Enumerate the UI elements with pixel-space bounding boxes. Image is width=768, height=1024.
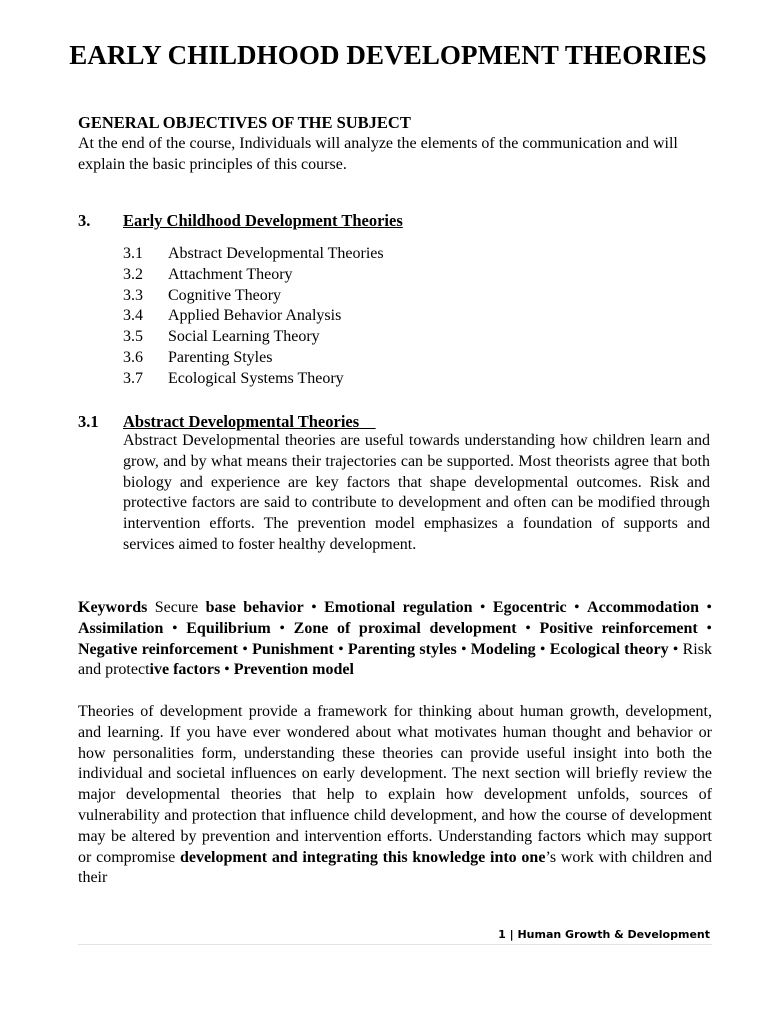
objectives-text: At the end of the course, Individuals will analyze the elements of the communication and will explain the basic principles of this course.	[78, 135, 678, 173]
objectives-block	[78, 112, 718, 175]
section-3-1-title: Abstract Developmental Theories	[123, 412, 360, 431]
toc-item-number: 3.1	[123, 245, 143, 262]
keyword-term: Parenting styles	[347, 640, 457, 658]
page-footer: 1 | Human Growth & Development	[498, 928, 710, 941]
keyword-term: Negative reinforcement	[78, 640, 239, 658]
toc-item-label: Attachment Theory	[168, 265, 293, 283]
section-3-1-paragraph: Abstract Developmental theories are useful towards understanding how children learn and grow, and by what means their trajectories can be supported. Most theorists agree that both biology and experience are key factors that shape developmental outcomes. Risk and protective factors are said to contribute to development and often can be modified through intervention efforts. The prevention model emphasizes a foundation of supports and services aimed to foster healthy development.	[123, 432, 710, 553]
keyword-prevention: Prevention model	[233, 661, 354, 679]
keyword-separator: •	[456, 640, 471, 658]
toc-item-number: 3.5	[123, 328, 143, 346]
keywords-label: Keywords	[78, 599, 148, 616]
keyword-term: Emotional regulation	[324, 599, 473, 616]
keyword-separator: •	[516, 619, 540, 637]
toc-item-number: 3.7	[123, 369, 143, 387]
section-3-contents	[123, 244, 384, 390]
toc-item-label: Parenting Styles	[168, 348, 273, 366]
keyword-separator: •	[566, 599, 588, 616]
section-3-title: Early Childhood Development Theories	[123, 211, 403, 230]
objectives-heading: GENERAL OBJECTIVES OF THE SUBJECT	[78, 113, 411, 132]
toc-item	[123, 244, 384, 265]
toc-item	[123, 306, 384, 327]
keyword-term: Equilibrium	[186, 619, 271, 637]
footer-divider	[78, 944, 712, 945]
keyword-term: Accommodation	[587, 599, 699, 616]
keywords-paragraph	[78, 598, 712, 681]
toc-item	[123, 348, 384, 369]
keyword-separator: •	[303, 599, 325, 616]
keyword-secure: Secure	[154, 599, 199, 616]
toc-item-number: 3.6	[123, 348, 143, 366]
keyword-risk-bold: ive factors	[149, 661, 221, 679]
keyword-separator: •	[270, 619, 294, 637]
keyword-separator: •	[163, 619, 187, 637]
body-text: Theories of development provide a framework for thinking about human growth, development, and learning. If you have ever wondered about what motivates human thought and behavior or how personalities form, understanding these theories can provide useful insight into both the individual and societal influences on early development. The next section will briefly review the major developmental theories that help to explain how development unfolds, sources of vulnerability and protection that influence child development, and how the course of development may be altered by prevention and intervention efforts. Understanding factors which may support or compromise	[78, 703, 712, 866]
keyword-term: Egocentric	[492, 599, 567, 616]
toc-item	[123, 327, 384, 348]
toc-item-number: 3.4	[123, 307, 143, 325]
keyword-term: Punishment	[252, 640, 334, 658]
toc-item-label: Applied Behavior Analysis	[168, 307, 342, 325]
keyword-base: base behavior	[205, 599, 304, 616]
toc-item-label: Ecological Systems Theory	[168, 369, 344, 387]
keyword-term: Ecological theory	[549, 640, 669, 658]
toc-item-number: 3.2	[123, 265, 143, 283]
section-3-heading	[78, 210, 403, 231]
keyword-separator: •	[668, 640, 683, 658]
body-text-end: ’s work with children and their	[78, 848, 713, 887]
keyword-separator: •	[238, 640, 253, 658]
section-3-number: 3.	[78, 211, 91, 230]
toc-item	[123, 265, 384, 286]
toc-item-label: Cognitive Theory	[168, 286, 282, 304]
keyword-term: Zone of proximal development	[293, 619, 517, 637]
keyword-separator: •	[697, 619, 713, 637]
toc-item-label: Abstract Developmental Theories	[168, 245, 384, 262]
page-title: EARLY CHILDHOOD DEVELOPMENT THEORIES	[69, 40, 707, 70]
keyword-separator: •	[472, 599, 493, 616]
toc-item-label: Social Learning Theory	[168, 328, 320, 346]
keyword-term: Modeling	[470, 640, 536, 658]
section-3-1-heading	[78, 411, 376, 432]
keyword-separator: •	[699, 599, 712, 616]
keyword-separator: •	[220, 661, 234, 679]
toc-item-number: 3.3	[123, 286, 143, 304]
keyword-term: Positive reinforcement	[539, 619, 698, 637]
body-paragraph	[78, 702, 712, 889]
keyword-separator: •	[333, 640, 348, 658]
section-3-1-number: 3.1	[78, 412, 99, 431]
keyword-term: Assimilation	[78, 619, 164, 637]
keyword-separator: •	[535, 640, 550, 658]
keyword-risk: Risk and protect	[78, 640, 712, 679]
toc-item	[123, 369, 384, 390]
body-text-bold: development and integrating this knowledge into one	[179, 848, 546, 866]
toc-item	[123, 286, 384, 307]
